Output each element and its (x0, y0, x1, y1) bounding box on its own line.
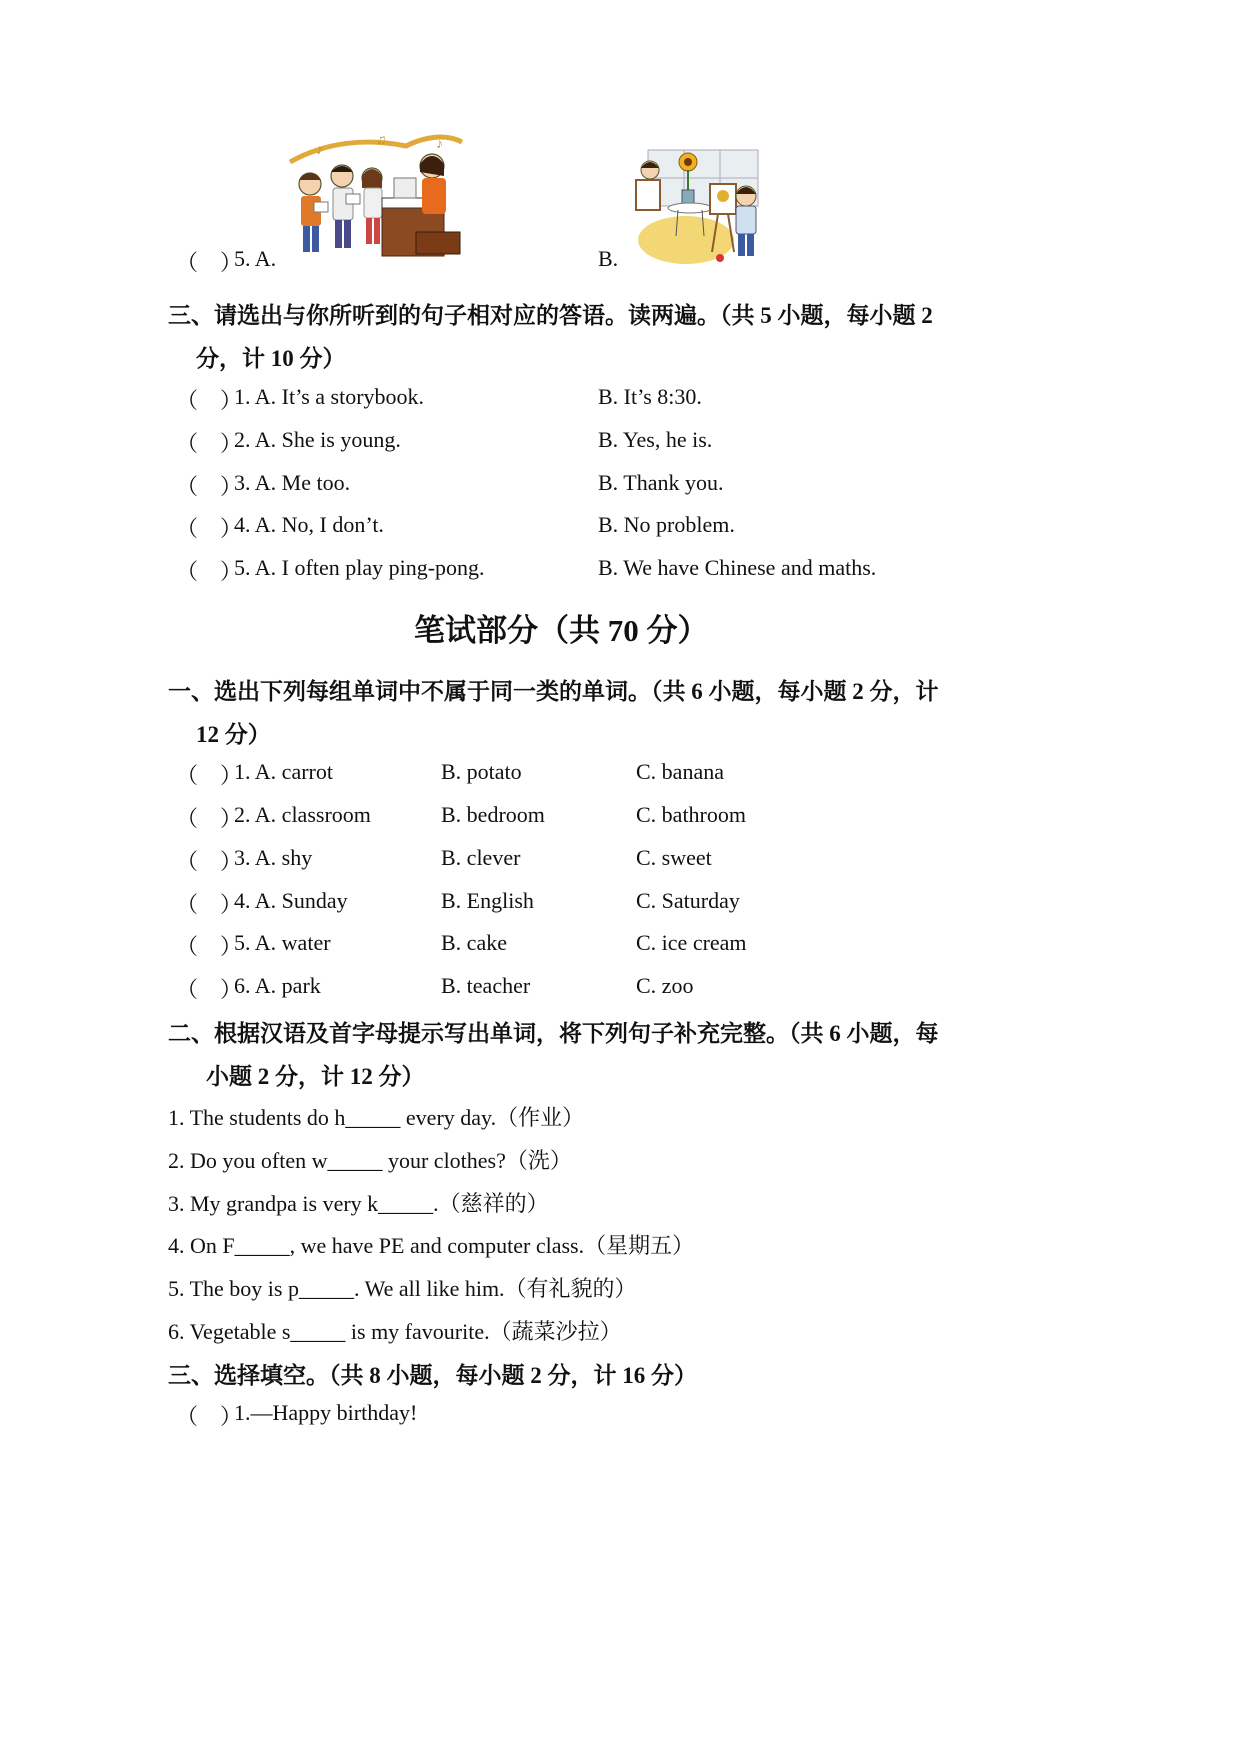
answer-bracket[interactable]: （ ） (176, 474, 243, 499)
answer-bracket[interactable]: （ ） (176, 559, 243, 584)
option-a: 1. A. carrot (234, 759, 333, 784)
option-b: B. potato (441, 759, 522, 784)
option-b-label: B. (598, 246, 619, 271)
option-a: 6. A. park (234, 973, 321, 998)
option-c: C. zoo (636, 973, 694, 998)
option-c: C. ice cream (636, 930, 747, 955)
answer-bracket[interactable]: （ ） (176, 431, 243, 456)
painting-children-picture (628, 140, 764, 268)
section-heading: 三、请选出与你所听到的句子相对应的答语。读两遍。（共 5 小题，每小题 2 (168, 303, 933, 328)
section-heading: 三、选择填空。（共 8 小题，每小题 2 分，计 16 分） (168, 1363, 697, 1388)
option-b: B. bedroom (441, 802, 545, 827)
svg-text:♫: ♫ (376, 133, 387, 148)
option-b: B. clever (441, 845, 521, 870)
option-c: C. banana (636, 759, 724, 784)
option-b: B. cake (441, 930, 507, 955)
answer-bracket[interactable]: （ ） (176, 892, 243, 917)
section-heading: 二、根据汉语及首字母提示写出单词，将下列句子补充完整。（共 6 小题，每 (168, 1021, 939, 1046)
option-a: 5. A. water (234, 930, 331, 955)
option-c: C. bathroom (636, 802, 746, 827)
answer-bracket[interactable]: （ ） (176, 388, 243, 413)
option-a: 2. A. She is young. (234, 427, 401, 452)
fill-blank-sentence[interactable]: 3. My grandpa is very k_____.（慈祥的） (168, 1191, 549, 1216)
answer-bracket[interactable]: （ ） (176, 806, 243, 831)
option-b: B. Yes, he is. (598, 427, 713, 452)
svg-text:♪: ♪ (436, 137, 443, 152)
answer-bracket[interactable]: （ ） (176, 250, 243, 275)
fill-blank-sentence[interactable]: 1. The students do h_____ every day.（作业） (168, 1105, 585, 1130)
option-c: C. sweet (636, 845, 712, 870)
section-heading-cont: 小题 2 分，计 12 分） (206, 1064, 425, 1089)
option-a: 5. A. I often play ping-pong. (234, 555, 485, 580)
option-b: B. English (441, 888, 534, 913)
answer-bracket[interactable]: （ ） (176, 977, 243, 1002)
option-a: 3. A. Me too. (234, 470, 351, 495)
answer-bracket[interactable]: （ ） (176, 516, 243, 541)
answer-bracket[interactable]: （ ） (176, 934, 243, 959)
section-heading-cont: 12 分） (196, 722, 271, 747)
option-a: 4. A. No, I don’t. (234, 512, 384, 537)
page-title: 笔试部分（共 70 分） (414, 613, 709, 648)
answer-bracket[interactable]: （ ） (176, 763, 243, 788)
question-text: 1.—Happy birthday! (234, 1400, 418, 1425)
option-a: 1. A. It’s a storybook. (234, 384, 425, 409)
option-b: B. teacher (441, 973, 531, 998)
fill-blank-sentence[interactable]: 4. On F_____, we have PE and computer class.（星期五） (168, 1233, 695, 1258)
section-heading: 一、选出下列每组单词中不属于同一类的单词。（共 6 小题，每小题 2 分，计 (168, 679, 939, 704)
answer-bracket[interactable]: （ ） (176, 849, 243, 874)
option-a: 4. A. Sunday (234, 888, 348, 913)
option-b: B. Thank you. (598, 470, 724, 495)
option-label: 5. A. (234, 246, 277, 271)
svg-text:♪: ♪ (316, 143, 323, 158)
fill-blank-sentence[interactable]: 6. Vegetable s_____ is my favourite.（蔬菜沙拉） (168, 1319, 622, 1344)
singing-children-picture (286, 132, 466, 268)
answer-bracket[interactable]: （ ） (176, 1404, 243, 1429)
section-heading-cont: 分，计 10 分） (196, 346, 346, 371)
option-a: 3. A. shy (234, 845, 313, 870)
option-b: B. We have Chinese and maths. (598, 555, 877, 580)
fill-blank-sentence[interactable]: 2. Do you often w_____ your clothes?（洗） (168, 1148, 572, 1173)
fill-blank-sentence[interactable]: 5. The boy is p_____. We all like him.（有礼貌的） (168, 1276, 637, 1301)
option-a: 2. A. classroom (234, 802, 371, 827)
option-b: B. It’s 8:30. (598, 384, 702, 409)
option-b: B. No problem. (598, 512, 735, 537)
option-c: C. Saturday (636, 888, 740, 913)
